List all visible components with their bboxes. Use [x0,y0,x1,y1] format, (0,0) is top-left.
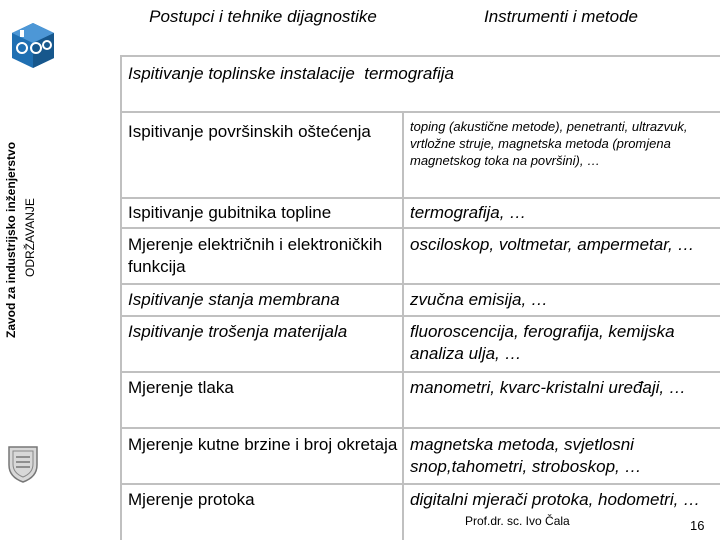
row-instruments: magnetska metoda, svjetlosni snop,tahometri, stroboskop, … [410,435,642,476]
header-instruments-label: Instrumenti i metode [483,7,638,26]
row-technique: Mjerenje protoka [128,490,255,509]
row-instruments: toping (akustične metode), penetranti, ultrazvuk, vrtložne struje, magnetska metoda (promjena magnetskog toka na površini), … [410,119,688,168]
header-technique-label: Postupci i tehnike dijagnostike [149,7,377,26]
table-row [122,113,402,197]
table-row [122,285,402,315]
table-row-instruments [404,485,720,540]
table-row-instruments [404,317,720,371]
row-instruments: termografija, … [410,203,527,222]
table-row-instruments [404,113,720,197]
department-name: ODRŽAVANJE [23,198,37,277]
row-technique: Mjerenje tlaka [128,378,234,397]
footer-author: Prof.dr. sc. Ivo Čala [465,514,570,528]
row-technique: Ispitivanje površinskih oštećenja [128,122,371,141]
row-instruments: termografija [364,64,455,83]
row-instruments: fluoroscencija, ferografija, kemijska analiza ulja, … [410,322,675,363]
table-row [122,373,402,427]
row-instruments: zvučna emisija, … [410,290,548,309]
row-technique: Ispitivanje gubitnika topline [128,203,332,222]
row-instruments: manometri, kvarc-kristalni uređaji, … [410,378,686,397]
table-row [122,199,402,227]
header-instruments [403,0,719,55]
table-row-instruments [404,229,720,283]
row-instruments: osciloskop, voltmetar, ampermetar, … [410,235,695,254]
row-technique: Ispitivanje trošenja materijala [128,322,348,341]
header-technique [123,0,403,55]
university-seal-icon [6,443,40,483]
table-row-instruments [404,285,720,315]
table-row [122,229,402,283]
row-technique: Mjerenje kutne brzine i broj okretaja [128,435,398,454]
row-instruments: digitalni mjerači protoka, hodometri, … [410,490,701,509]
row-technique: Ispitivanje stanja membrana [128,290,340,309]
row-technique: Ispitivanje toplinske instalacije [128,64,355,83]
sidebar [0,0,120,540]
row-technique: Mjerenje električnih i elektroničkih funkcija [128,235,383,276]
table-row-instruments [404,429,720,483]
table-row-instruments [404,199,720,227]
institute-logo-icon [8,20,58,70]
institute-name: Zavod za industrijsko inženjerstvo [4,141,18,338]
table-row-instruments [404,373,720,427]
table-row [122,57,720,111]
table-row [122,317,402,371]
table-row [122,429,402,483]
table-row [122,485,402,540]
page-number: 16 [690,518,705,533]
